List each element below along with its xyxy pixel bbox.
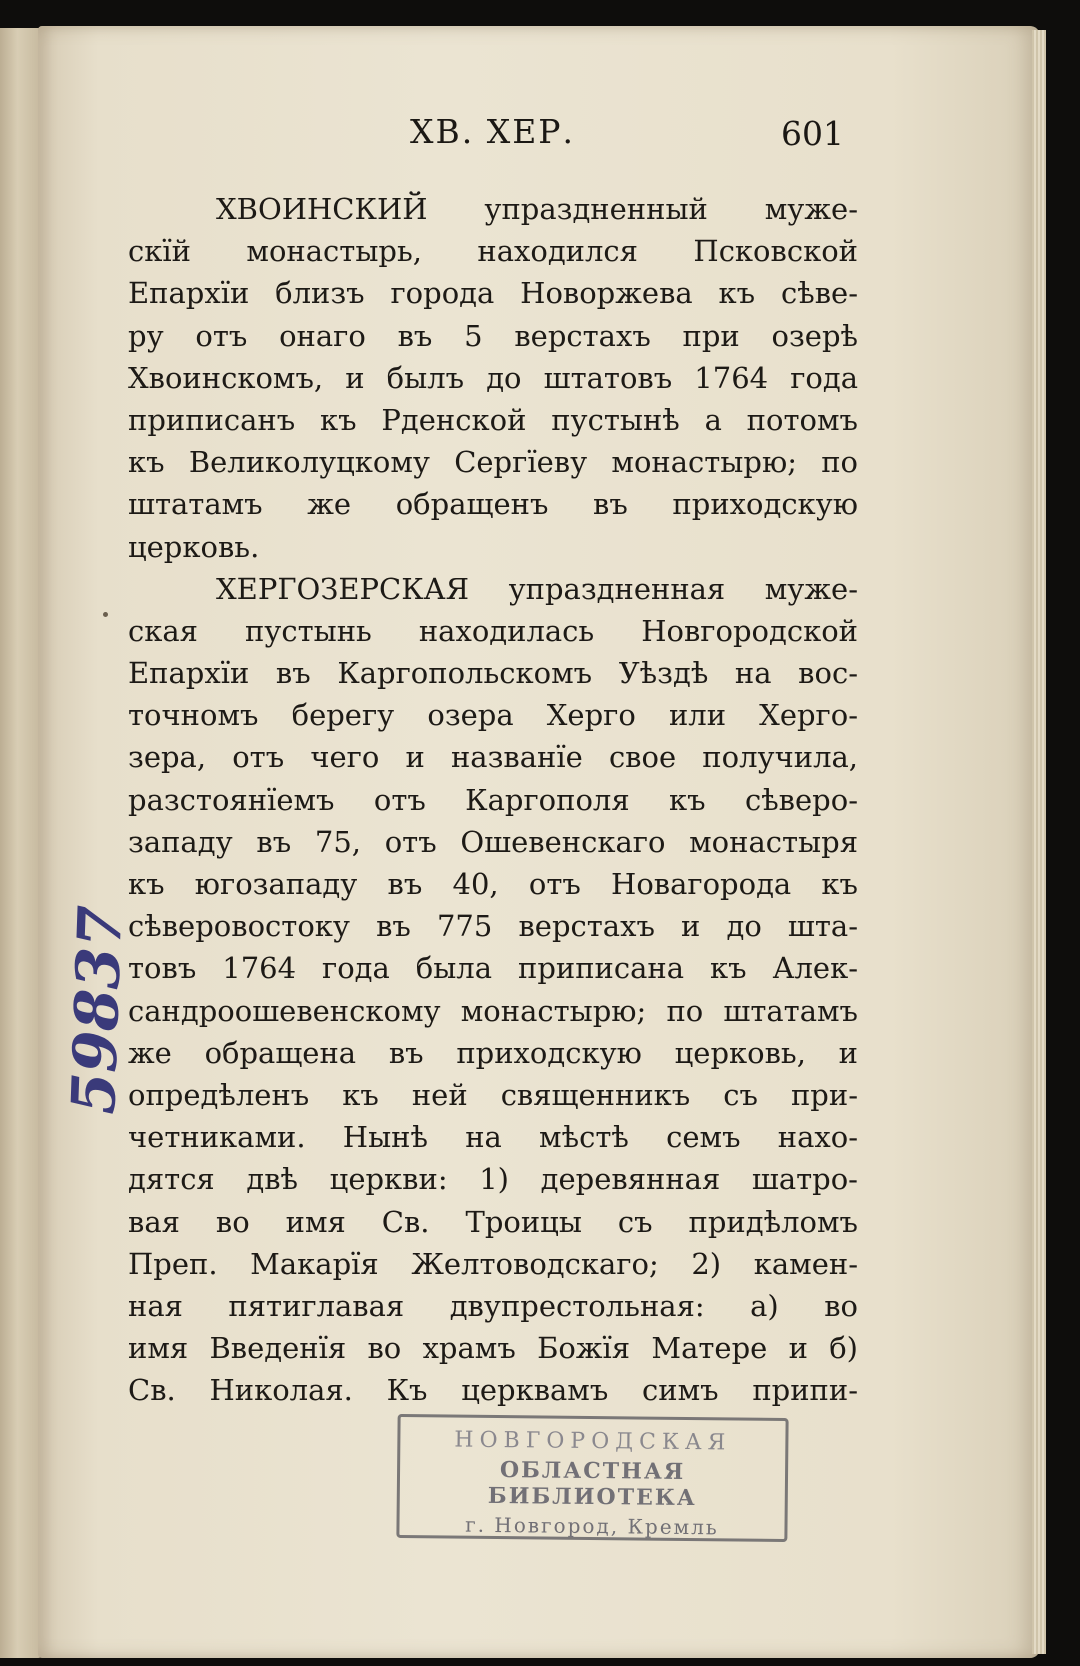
text-line: ХЕРГОЗЕРСКАЯ упраздненная муже-	[216, 571, 858, 606]
stamp-line-2: ОБЛАСТНАЯ БИБЛИОТЕКА	[487, 1457, 697, 1512]
text-line: Св. Николая. Къ церквамъ симъ припи-	[128, 1373, 858, 1408]
text-line: разстоянїемъ отъ Каргополя къ сѣверо-	[128, 782, 858, 817]
text-line: ская пустынь находилась Новгородской	[128, 613, 858, 648]
text-line: къ Великолуцкому Сергїеву монастырю; по	[128, 445, 858, 480]
page-number: 601	[781, 114, 844, 153]
text-line: товъ 1764 года была приписана къ Алек-	[128, 951, 858, 986]
text-line: зера, отъ чего и названїе свое получила,	[128, 740, 858, 775]
text-line: Епархїи близъ города Новоржева къ сѣве-	[128, 276, 858, 311]
handwritten-shelf-number	[1, 904, 204, 1116]
library-stamp	[396, 1414, 788, 1542]
text-line: точномъ берегу озера Херго или Херго-	[128, 698, 858, 733]
body-text	[128, 188, 858, 1411]
text-line: вая во имя Св. Троицы съ придѣломъ	[128, 1204, 858, 1239]
text-line: четниками. Нынѣ на мѣстѣ семъ нахо-	[128, 1120, 858, 1155]
text-line: ная пятиглавая двупрестольная: а) во	[128, 1288, 858, 1323]
text-line: къ югозападу въ 40, отъ Новагорода къ	[128, 867, 858, 901]
text-line: церковь.	[128, 529, 260, 564]
ink-speck	[103, 612, 108, 617]
text-line: дятся двѣ церкви: 1) деревянная шатро-	[128, 1162, 858, 1197]
text-line: сѣверовостоку въ 775 верстахъ и до шта-	[128, 909, 858, 944]
text-line: штатамъ же обращенъ въ приходскую	[128, 487, 858, 522]
text-line: сандроошевенскому монастырю; по штатамъ	[128, 993, 858, 1028]
page-stack-edge	[1032, 30, 1046, 1654]
text-line: опредѣленъ къ ней священникъ съ при-	[128, 1077, 858, 1112]
text-line: приписанъ къ Рденской пустынѣ а потомъ	[128, 402, 858, 437]
text-line: Хвоинскомъ, и былъ до штатовъ 1764 года	[128, 360, 858, 395]
text-line: ХВОИНСКИЙ упраздненный муже-	[216, 192, 858, 226]
text-line: скїй монастырь, находился Псковской	[128, 234, 858, 269]
text-line: Епархїи въ Каргопольскомъ Уѣздѣ на вос-	[128, 656, 858, 691]
text-line: западу въ 75, отъ Ошевенскаго монастыря	[128, 824, 858, 859]
text-line: же обращена въ приходскую церковь, и	[128, 1035, 858, 1070]
stamp-line-3: г. Новгород, Кремль	[465, 1512, 719, 1540]
stamp-line-1: НОВГОРОДСКАЯ	[454, 1427, 732, 1456]
text-line: имя Введенїя во храмъ Божїя Матере и б)	[128, 1331, 858, 1366]
text-line: Преп. Макарїя Желтоводскаго; 2) камен-	[128, 1246, 858, 1281]
text-line: ру отъ онаго въ 5 верстахъ при озерѣ	[128, 318, 858, 353]
running-head: ХВ. ХЕР.	[410, 112, 575, 151]
handwritten-number-text: 59837	[59, 904, 137, 1116]
